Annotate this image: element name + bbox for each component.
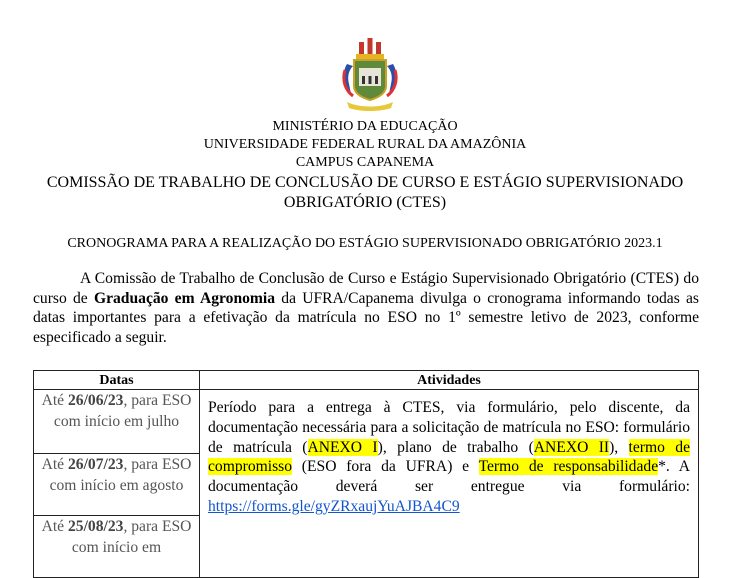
form-link[interactable]: https://forms.gle/gyZRxaujYuAJBA4C9 (208, 497, 460, 515)
annex-2-highlight: ANEXO II (533, 438, 610, 456)
date-cell: Até 25/08/23, para ESO com início em (34, 516, 200, 578)
document-title: CRONOGRAMA PARA A REALIZAÇÃO DO ESTÁGIO SUPERVISIONADO OBRIGATÓRIO 2023.1 (67, 236, 663, 251)
date-cell: Até 26/07/23, para ESO com início em agosto (34, 454, 200, 516)
intro-paragraph: A Comissão de Trabalho de Conclusão de Curso e Estágio Supervisionado Obrigatório (CTES) do curso de Graduação em Agronomia da UFRA/Capanema divulga o cronograma informando todas as datas importantes para a efetivação da matrícula no ESO no 1º semestre letivo de 2023, conforme especificado a seguir. (33, 270, 699, 346)
annex-1-highlight: ANEXO I (307, 438, 378, 456)
header-university: UNIVERSIDADE FEDERAL RURAL DA AMAZÔNIA (203, 137, 527, 152)
header-campus: CAMPUS CAPANEMA (295, 155, 435, 170)
schedule-table (33, 370, 699, 578)
header-dates: Datas (34, 371, 200, 390)
date-cell: Até 26/06/23, para ESO com início em julho (34, 390, 200, 454)
responsibility-term-highlight: Termo de responsabilidade (478, 458, 659, 476)
header-commission-cont: OBRIGATÓRIO (CTES) (283, 194, 447, 211)
activity-cell: Período para a entrega à CTES, via formulário, pelo discente, da documentação necessária para a solicitação de matrícula no ESO: formulário de matrícula (ANEXO I), plano de trabalho (ANEXO II), termo de compromisso (ESO fora da UFRA) e Termo de responsabilidade*. A documentação deverá ser entregue via formulário: https://forms.gle/gyZRxaujYuAJBA4C9 (200, 390, 699, 578)
header-ministry: MINISTÉRIO DA EDUCAÇÃO (272, 119, 458, 134)
header-activities: Atividades (200, 371, 699, 390)
course-name: Graduação em Agronomia (93, 289, 276, 307)
header-commission: COMISSÃO DE TRABALHO DE CONCLUSÃO DE CURSO E ESTÁGIO SUPERVISIONADO (46, 174, 684, 191)
university-crest-icon (339, 36, 401, 114)
commitment-term-highlight: termo de compromisso (208, 438, 690, 476)
